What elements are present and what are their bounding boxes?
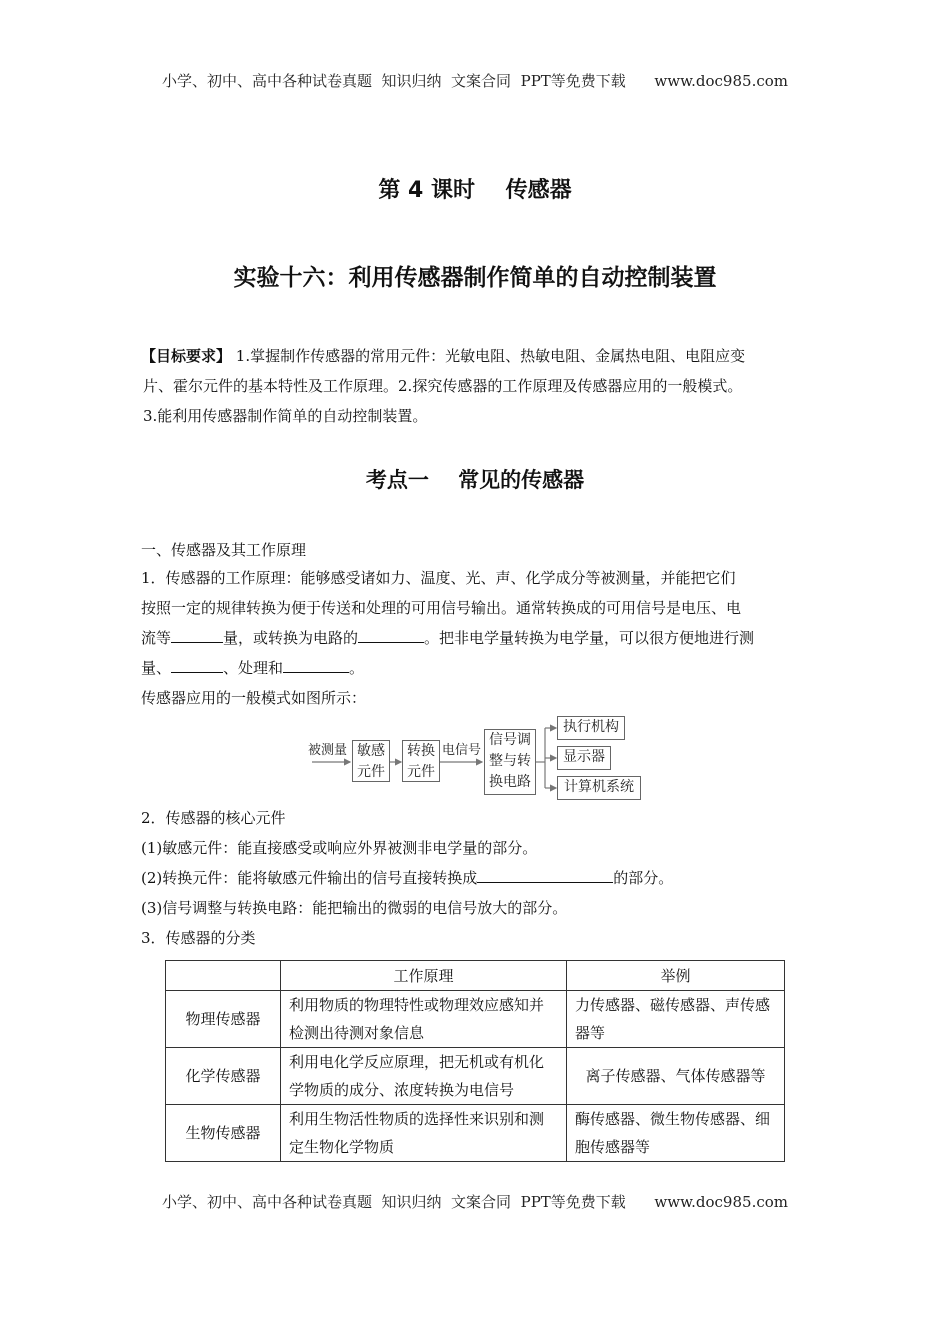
principle-cell: 利用物质的物理特性或物理效应感知并检测出待测对象信息	[281, 991, 567, 1048]
box-text: 整与转	[489, 753, 531, 769]
text-segment: 流等	[141, 629, 172, 647]
table-row	[166, 1105, 785, 1162]
section-1-heading: 一、传感器及其工作原理	[141, 541, 307, 559]
goals-line-1: 1.掌握制作传感器的常用元件：光敏电阻、热敏电阻、金属热电阻、电阻应变	[231, 347, 746, 365]
table-row	[166, 991, 785, 1048]
section-3-heading: 3．传感器的分类	[141, 929, 256, 947]
table-row	[166, 1048, 785, 1105]
lesson-title: 第 4 课时 传感器	[378, 178, 572, 203]
diagram-intro: 传感器应用的一般模式如图所示：	[141, 689, 367, 707]
paragraph-line-3	[141, 623, 813, 653]
fill-blank-5[interactable]	[477, 864, 613, 883]
table-header-row	[166, 961, 785, 991]
sensor-classification-table	[165, 960, 785, 1162]
section-2-item-1: (1)敏感元件：能直接感受或响应外界被测非电学量的部分。	[141, 839, 538, 857]
principle-cell: 利用电化学反应原理，把无机或有机化学物质的成分、浓度转换为电信号	[281, 1048, 567, 1105]
text-segment: 、处理和	[223, 659, 284, 677]
example-cell: 力传感器、磁传感器、声传感器等	[567, 991, 785, 1048]
sensor-type-cell: 生物传感器	[166, 1105, 281, 1162]
page-header-banner: 小学、初中、高中各种试卷真题 知识归纳 文案合同 PPT等免费下载 www.doc985.com	[161, 72, 788, 90]
text-segment: (2)转换元件：能将敏感元件输出的信号直接转换成	[141, 869, 478, 887]
experiment-title: 实验十六：利用传感器制作简单的自动控制装置	[233, 265, 717, 291]
point-title: 考点一 常见的传感器	[365, 468, 585, 492]
fill-blank-1[interactable]	[171, 624, 223, 643]
goals-line-2: 片、霍尔元件的基本特性及工作原理。2.探究传感器的工作原理及传感器应用的一般模式。	[143, 377, 743, 395]
section-2-item-3: (3)信号调整与转换电路：能把输出的微弱的电信号放大的部分。	[141, 899, 568, 917]
output-computer-box: 计算机系统	[557, 776, 641, 800]
fill-blank-3[interactable]	[171, 654, 223, 673]
section-2-heading: 2．传感器的核心元件	[141, 809, 286, 827]
principle-cell: 利用生物活性物质的选择性来识别和测定生物化学物质	[281, 1105, 567, 1162]
text-segment: 的部分。	[613, 869, 674, 887]
example-cell: 酶传感器、微生物传感器、细胞传感器等	[567, 1105, 785, 1162]
table-header-cell	[166, 961, 281, 991]
box-text: 换电路	[489, 774, 531, 790]
text-segment: 。把非电学量转换为电学量，可以很方便地进行测	[424, 629, 755, 647]
paragraph-line-2: 按照一定的规律转换为便于传送和处理的可用信号输出。通常转换成的可用信号是电压、电	[141, 599, 742, 617]
output-actuator-box: 执行机构	[557, 716, 625, 740]
conversion-element-box	[402, 740, 440, 782]
paragraph-line-1: 1．传感器的工作原理：能够感受诸如力、温度、光、声、化学成分等被测量，并能把它们	[141, 569, 736, 587]
section-2	[141, 803, 813, 953]
section-2-item-2	[141, 863, 813, 893]
input-label: 被测量	[308, 743, 348, 758]
box-text: 转换	[407, 743, 435, 759]
output-display-box: 显示器	[557, 746, 611, 770]
table-header-cell: 工作原理	[281, 961, 567, 991]
text-segment: 量，或转换为电路的	[223, 629, 359, 647]
text-segment: 。	[349, 659, 365, 677]
box-text: 元件	[357, 764, 385, 780]
page-footer-banner: 小学、初中、高中各种试卷真题 知识归纳 文案合同 PPT等免费下载 www.doc985.com	[161, 1193, 788, 1211]
goals-tag: 【目标要求】	[141, 347, 232, 365]
text-segment: 量、	[141, 659, 172, 677]
sensor-type-cell: 物理传感器	[166, 991, 281, 1048]
goals-line-3: 3.能利用传感器制作简单的自动控制装置。	[143, 407, 428, 425]
sensitive-element-box	[352, 740, 390, 782]
example-cell: 离子传感器、气体传感器等	[567, 1048, 785, 1105]
box-text: 元件	[407, 764, 435, 780]
fill-blank-4[interactable]	[283, 654, 349, 673]
fill-blank-2[interactable]	[358, 624, 424, 643]
section-1-paragraph	[141, 563, 813, 713]
box-text: 信号调	[489, 732, 531, 748]
signal-label: 电信号	[442, 743, 482, 758]
sensor-type-cell: 化学传感器	[166, 1048, 281, 1105]
table-header-cell: 举例	[567, 961, 785, 991]
sensor-flow-diagram	[300, 712, 650, 804]
signal-circuit-box	[484, 729, 536, 795]
learning-goals	[141, 341, 811, 431]
paragraph-line-4	[141, 653, 813, 683]
box-text: 敏感	[357, 743, 385, 759]
